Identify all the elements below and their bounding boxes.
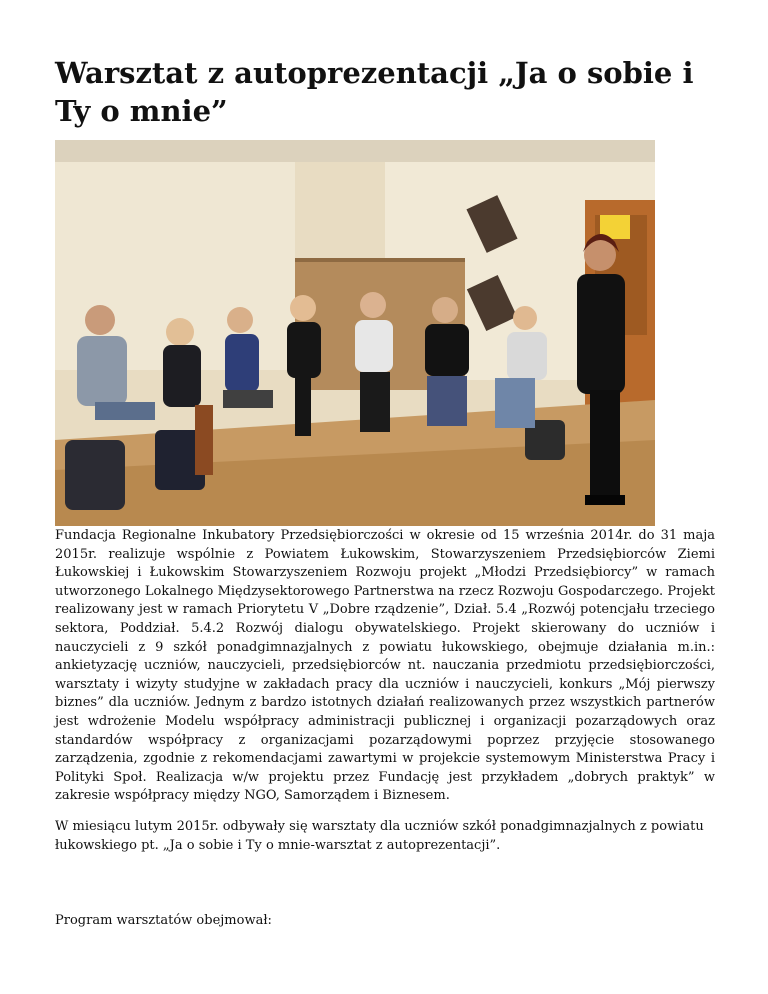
paragraph-program: Program warsztatów obejmował: [55, 913, 272, 928]
article-title: Warsztat z autoprezentacji „Ja o sobie i Ty o mnie” [55, 56, 694, 128]
workshop-photo [55, 140, 655, 526]
paragraph-intro: Fundacja Regionalne Inkubatory Przedsiębiorczości w okresie od 15 września 2014r. do 31 maja 2015r. realizuje wspólnie z Powiatem Łukowskim, Stowarzyszeniem Przedsiębiorców Ziemi Łukowskiej i Łukowskim Stowarzyszeniem Rozwoju projekt „Młodzi Przedsiębiorcy” w ramach utworzonego Lokalnego Międzysektorowego Partnerstwa na rzecz Rozwoju Gospodarczego. Projekt realizowany jest w ramach Priorytetu V „Dobre rządzenie”, Dział. 5.4 „Rozwój potencjału trzeciego sektora, Poddział. 5.4.2 Rozwój dialogu obywatelskiego. Projekt skierowany do uczniów i nauczycieli z 9 szkół ponadgimnazjalnych z powiatu łukowskiego, obejmuje działania m.in.: ankietyzację uczniów, nauczycieli, przedsiębiorców nt. nauczania przedmiotu przedsiębiorczości, warsztaty i wizyty studyjne w zakładach pracy dla uczniów i nauczycieli, konkurs „Mój pierwszy biznes” dla uczniów. Jednym z bardzo istotnych działań realizowanych przez wszystkich partnerów jest wdrożenie Modelu współpracy administracji publicznej i organizacji pozarządowych oraz standardów współpracy z organizacjami pozarządowymi poprzez przyjęcie stosowanego zarządzenia, zgodnie z rekomendacjami zawartymi w projekcie systemowym Ministerstwa Pracy i Polityki Społ. Realizacja w/w projektu przez Fundację jest przykładem „dobrych praktyk” w zakresie współpracy między NGO, Samorządem i Biznesem. [55, 528, 715, 804]
paragraph-workshops: W miesiącu lutym 2015r. odbywały się warsztaty dla uczniów szkół ponadgimnazjalnych z powiatu łukowskiego pt. „Ja o sobie i Ty o mnie-warsztat z autoprezentacji”. [55, 819, 704, 853]
